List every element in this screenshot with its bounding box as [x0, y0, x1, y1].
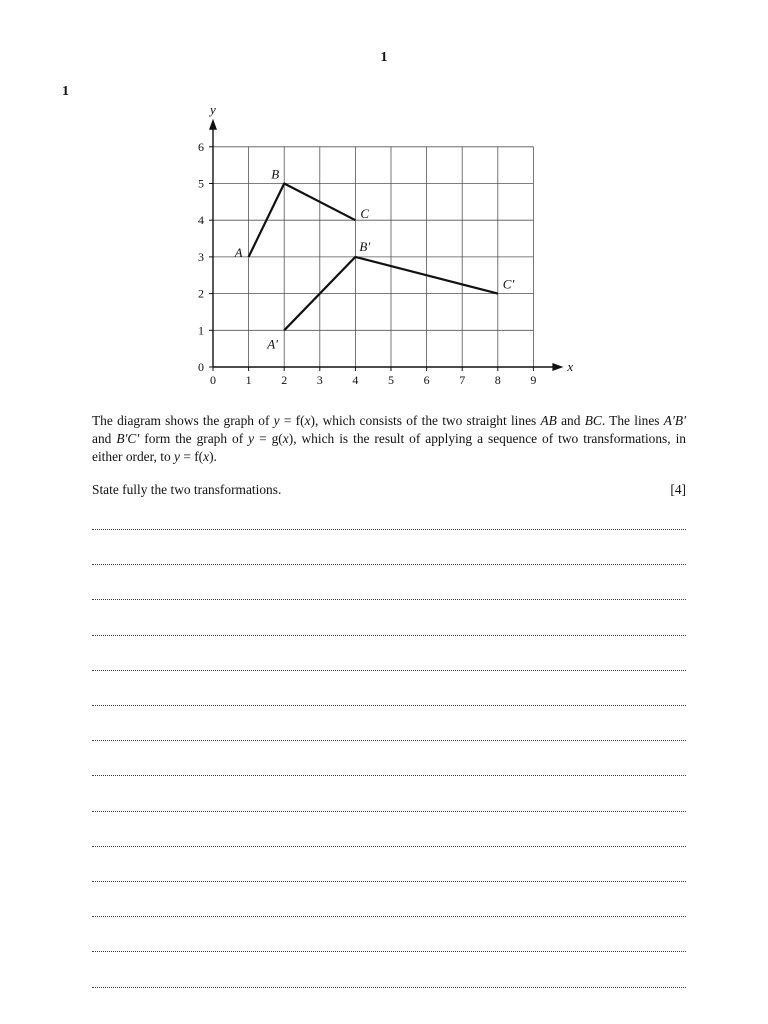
answer-line[interactable] — [92, 881, 686, 882]
point-label: A — [234, 244, 243, 260]
x-tick-label: 2 — [281, 373, 288, 387]
x-tick-label: 7 — [459, 373, 466, 387]
answer-line[interactable] — [92, 705, 686, 706]
y-tick-label: 5 — [198, 176, 204, 191]
stem-math: AB — [540, 413, 557, 428]
question-stem — [92, 412, 686, 466]
x-axis-arrow — [552, 363, 563, 371]
answer-line[interactable] — [92, 916, 686, 917]
point-labels — [234, 167, 515, 352]
marks: [4] — [670, 482, 686, 497]
answer-line[interactable] — [92, 846, 686, 847]
stem-math: y — [174, 449, 180, 464]
y-tick-label: 2 — [198, 286, 204, 301]
answer-line[interactable] — [92, 951, 686, 952]
stem-text: = f( — [279, 413, 305, 428]
stem-text: ), which consists of the two straight lines — [310, 413, 541, 428]
y-tick-label: 3 — [198, 249, 204, 264]
stem-text: . The lines — [601, 413, 664, 428]
x-tick-label: 1 — [245, 373, 252, 387]
point-label: B — [271, 166, 280, 182]
point-label: C′ — [502, 276, 515, 292]
stem-math: B′C′ — [116, 431, 140, 446]
point-label: A′ — [267, 336, 278, 352]
stem-text: = g( — [254, 431, 283, 446]
y-tick-label: 6 — [198, 139, 204, 154]
stem-text: The diagram shows the graph of — [92, 413, 274, 428]
stem-math: A′B′ — [663, 413, 686, 428]
point-label: C — [360, 206, 370, 222]
answer-line[interactable] — [92, 635, 686, 636]
y-axis-label: y — [210, 101, 216, 117]
stem-text: ), which is the result of applying a sequence of two transformations, in either order, to — [92, 431, 686, 464]
stem-math: BC — [584, 413, 602, 428]
stem-math: y — [248, 431, 255, 446]
answer-line[interactable] — [92, 740, 686, 741]
answer-line[interactable] — [92, 987, 686, 988]
x-tick-label: 6 — [423, 373, 430, 387]
answer-line[interactable] — [92, 811, 686, 812]
x-tick-label: 0 — [210, 373, 216, 387]
x-tick-label: 9 — [530, 373, 537, 387]
grid — [213, 147, 533, 367]
answer-line[interactable] — [92, 529, 686, 530]
answer-line[interactable] — [92, 775, 686, 776]
stem-text: form the graph of — [139, 431, 249, 446]
stem-text: ). — [209, 449, 217, 464]
x-tick-label: 5 — [388, 373, 394, 387]
question-number: 1 — [62, 84, 69, 99]
stem-math: x — [304, 413, 311, 428]
x-tick-label: 8 — [494, 373, 501, 387]
x-tick-label: 3 — [316, 373, 323, 387]
stem-math: y — [273, 413, 280, 428]
stem-text: and — [92, 431, 117, 446]
answer-line[interactable] — [92, 599, 686, 600]
stem-math: x — [203, 449, 210, 464]
point-label: B′ — [359, 238, 371, 254]
y-tick-label: 0 — [198, 360, 204, 374]
graph-figure — [0, 0, 768, 400]
y-tick-label: 4 — [198, 213, 204, 228]
stem-text: and — [556, 413, 585, 428]
answer-line[interactable] — [92, 564, 686, 565]
stem-math: x — [282, 431, 289, 446]
x-tick-label: 4 — [352, 373, 359, 387]
y-tick-label: 1 — [198, 323, 204, 338]
y-axis-arrow — [209, 119, 217, 130]
stem-text: = f( — [179, 449, 204, 464]
instruction-row — [92, 481, 686, 499]
answer-line[interactable] — [92, 670, 686, 671]
instruction-text: State fully the two transformations. — [92, 482, 282, 497]
x-axis-label: x — [567, 359, 574, 374]
page-number: 1 — [380, 50, 388, 65]
